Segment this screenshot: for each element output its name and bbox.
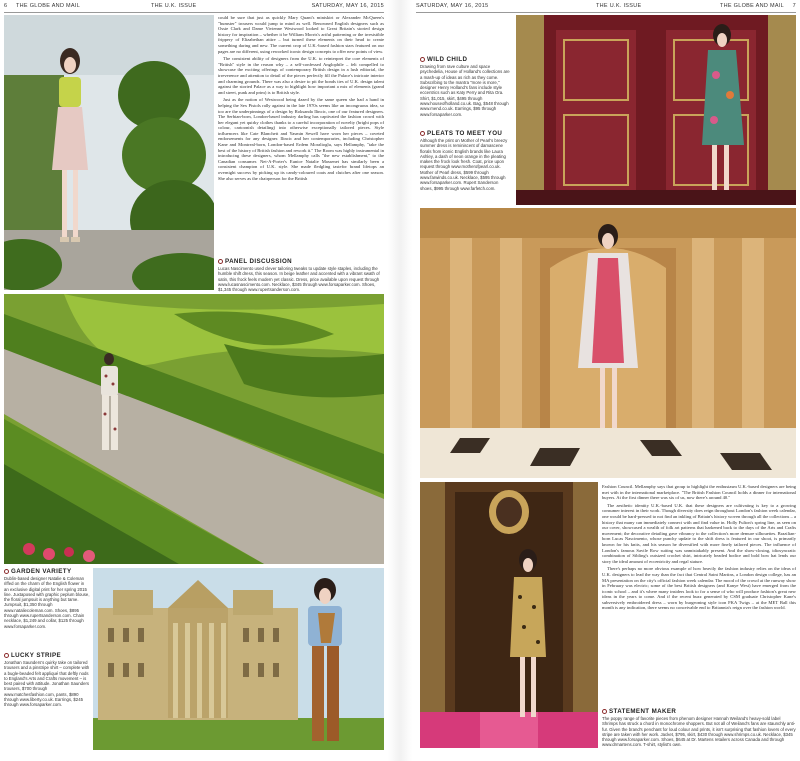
- article-paragraph: could be sure that just as quickly Mary Quant's miniskirt or Alexander McQueen's "bumster" trousers would jump to mind as well. Renowned English designers such as Ossie Clark and Dame Vivienne Westwood looked to Great Britain's storied design history for inspiration – whether it be William Morris's artful patterning or the irresistible frippery of Elizabethan attire – but turned these elements on their head to create something daring and new. The current crop of U.K.-based fashion stars featured on our pages are no different, using reworked iconic design concepts to offer new points of view.: [218, 15, 384, 54]
- caption-bullet-icon: [4, 653, 9, 658]
- article-text-left: [218, 15, 384, 255]
- photo-palace-model: [93, 568, 384, 750]
- folio-rule: [4, 12, 384, 13]
- photo-columned-hall-model: [420, 208, 796, 478]
- caption-statement-maker: [602, 708, 796, 752]
- article-paragraph: Just as the notion of Westwood being dazed by the same queen she had a hand in helping the Sex Pistols rally against in the late 1970s seems like an incongruous idea, so too are the underpinnings of a design by Roksanda Ilincic, one of our featured designers. The Serbian-born, London-based industry darling has captivated the fashion crowd with her elegant yet quirky clothes thanks to a careful incorporation of novelty (bright pops of colour, cartoonish detailing) into otherwise exceptionally tailored pieces. Style influencers like Cate Blanchett and Yasmin Sewell have worn her pieces – coveted endorsements for any designer. Ilincic and her contemporaries, including Christopher Kane and Montreal-born, London-based Erdem Moralioglu, says Hellamphy, "take the best of the history of British fashion and rework it." The Room was highly instrumental in introducing these designers, whom Mellamphy calls "the new establishment," to the Canadian consumer. Net-A-Porter's Eunice Natalie Massenet has similarly been a consistent champion of U.K. style. She made fledgling tastefor brand lifetops an overnight success by picking up its candy-coloured coats and clutches after one season. She also serves as the chairperson for the British: [218, 97, 384, 181]
- section-name: THE U.K. ISSUE: [151, 3, 197, 9]
- article-paragraph: The consistent ability of designers from the U.K. to reinterpret the core elements of "British" style in the reason why – a self-confessed Anglophile – felt compelled to showcase the exciting offerings of contemporary British design in a lush editorial, the irreverence and attention to detail of the pieces perfectly fill the Palace's intricate interior and charming grounds. There was also a desire to pit the bonds ties of U.K. design talent against the storied Palace as a way to highlight how important a mix of elements (grand and street, punk and prim) is to British style.: [218, 56, 384, 95]
- caption-bullet-icon: [420, 131, 425, 136]
- caption-title: GARDEN VARIETY: [11, 568, 72, 575]
- right-page: [412, 0, 800, 761]
- photo-ornate-hall-model: [420, 482, 598, 748]
- left-page: [0, 0, 388, 761]
- folio-rule: [416, 12, 796, 13]
- caption-title: LUCKY STRIPE: [11, 652, 62, 659]
- photo-garden-maze: [4, 294, 384, 564]
- article-paragraph: Fashion Council. Mellamphy says that group to highlight the enthusiasm U.K.-based designers are being met with in the international marketplace. "The British Fashion Council holds a dinner for international buyers. At the first dinner there was six of us, now there's around 40.": [602, 484, 796, 501]
- caption-title: PANEL DISCUSSION: [225, 258, 293, 265]
- photo-topiary-model: [4, 15, 214, 290]
- caption-bullet-icon: [218, 259, 223, 264]
- caption-title: PLEATS TO MEET YOU: [427, 130, 503, 137]
- publication-name: THE GLOBE AND MAIL: [16, 3, 81, 9]
- caption-title: WILD CHILD: [427, 56, 468, 63]
- caption-title: STATEMENT MAKER: [609, 708, 677, 715]
- caption-wild-child: [420, 56, 510, 124]
- article-text-right: [602, 484, 796, 704]
- caption-text: The poppy range of favorite pieces from phenom designer Hannah Weiland's heavy-sold label Shrimps has struck a chord in monochrome shoppers. But not all of Weiland's fans are staunchly anti-fur. Given the brand's penchant for loud colour and prints, it isn't surprising that fashion lovers of every stripe are taken with her work. Jacket, $795, skirt, $430 through www.shrimps.co.uk. Necklace, $345 through www.forsaparker.com. Shoes, $645 at Dr. Martens retailers across Canada and through www.drmartens.com. T-shirt, stylist's own.: [602, 716, 796, 748]
- issue-date: SATURDAY, MAY 16, 2015: [416, 3, 489, 9]
- caption-text: Although the print on Mother of Pearl's breezy summer dress is reminiscent of damascene florals from iconic English brands like Laura Ashley, a dash of neon orange in the pleating makes the frock look fresh. Coat, price upon request through www.motherofpearl.co.uk. Mother of Pearl dress, $599 through www.farwinds.co.uk. Necklace, $595 through www.forsaparker.com. Rupert Sanderson shoes, $995 through www.farfetch.com.: [420, 138, 508, 191]
- page-number: 7: [792, 3, 796, 9]
- article-paragraph: The aesthetic identity U.K.-based U.K. that these designers are cultivating is key to a growing consumer interest in their work. Though diversity does reign throughout London's fashion week calendar, one would be hard-pressed to not find an inkling of Britain's history woven through all the collections – a history that many can immediately connect with and find value in. Holly Fulton's spring line, as seen on our cover, showcased a wealth of folk art patterns that harkened back to the days of the Arts and Crafts movement; the decorative detailing gave vibrancy to the collection's more demure silhouettes. Brazilian-born Lucas Nascimento, whose punchy update to the shift dress is featured in our shoot, is primarily known for his knits, and his season he diversified with more finely tailored pieces. The influence of London's famous Savile Row suiting was unmistakably present. And the show-closing, idiosyncratic combination of Sibling's outsized crochet shirt, intricately beaded bodice and bold bow hat lends our story the ideal amount of eccentricity and regal stature.: [602, 502, 796, 564]
- caption-text: Jonathan Saunders's quirky take on tailored trousers and a pinstripe shirt – complete with a bugle-beaded felt appliqué that deftly nods to England's Arts and Crafts movement – is best paired with attitude. Jonathan Saunders trousers, $700 through www.matchesfashion.com, pants, $890 through www.liberty.co.uk. Earrings, $245 through www.forsaparker.com.: [4, 660, 90, 708]
- page-number: 6: [4, 3, 8, 9]
- issue-date: SATURDAY, MAY 16, 2015: [311, 3, 384, 9]
- article-paragraph: There's perhaps no more obvious example of how heavily the fashion industry relies on the ideas of U.K. designers to lead the way than the fact that Central Saint Martins, a London design college, has an MA presentation on the city's official fashion week calendar. The mood of the crowd at the runway show in February was electric; some of the best British designers (and Kanye West) have emerged from the iconic school – and it's where many insiders look to for a sense of who will produce fashion's great new ideas in the years to come. And if the recent buzz generated by CSM graduate Christopher Kane's subversively embroidered dress – worn by burgeoning style icon FKA Twigs – at the MET Ball this month is any indication, there seems no conceivable end to Britannia's reign over the fashion world.: [602, 566, 796, 611]
- section-name: THE U.K. ISSUE: [596, 3, 642, 9]
- caption-garden-variety: [4, 568, 90, 646]
- caption-bullet-icon: [420, 57, 425, 62]
- publication-name: THE GLOBE AND MAIL: [719, 3, 784, 9]
- caption-text: Lucas Nascimento used clever tailoring tweaks to update style staples, including the humble shift dress, this season. In beige leather and accented with a vibrant swath of satin, this frock feels modern yet classic. Dress, price available upon request through www.lucasnascimento.com. Necklace, $345 through www.forsaparker.com. Shoes, $1,345 through www.rupertsanderson.com.: [218, 266, 380, 292]
- photo-red-interior-model: [516, 15, 796, 205]
- caption-bullet-icon: [4, 569, 9, 574]
- caption-pleats-to-meet-you: [420, 130, 510, 206]
- caption-bullet-icon: [602, 709, 607, 714]
- caption-text: Dublin-based designer Natalie & Coleman riffed on the charm of the English flower in an exclusive digital print for her spring 2015 line. Juxtaposed with graphic peplum blouse, the floral jumpsuit is anything but tame. Jumpsuit, $1,350 through www.nataliecoleman.com. Shoes, $895 through www.rupertsanderson.com. Chain necklace, $1,249 and collar, $125 through www.forsaparker.com.: [4, 576, 90, 629]
- caption-lucky-stripe: [4, 652, 90, 752]
- gutter: [388, 0, 412, 761]
- caption-text: Drawing from rave culture and space psychedelia, House of Holland's collections are a mash-up of ideas as rich as they come. Subscribing to the mantra "more is more," designer Henry Holland's fans include style eccentrics such as Katy Perry and Rita Ora. Shirt, $1,015, skirt, $495 through www.houseofholland.co.uk. Bag, $548 through www.mend.co.uk. Earrings, $95 through www.forsaparker.com.: [420, 64, 510, 117]
- caption-panel-discussion: [218, 258, 384, 292]
